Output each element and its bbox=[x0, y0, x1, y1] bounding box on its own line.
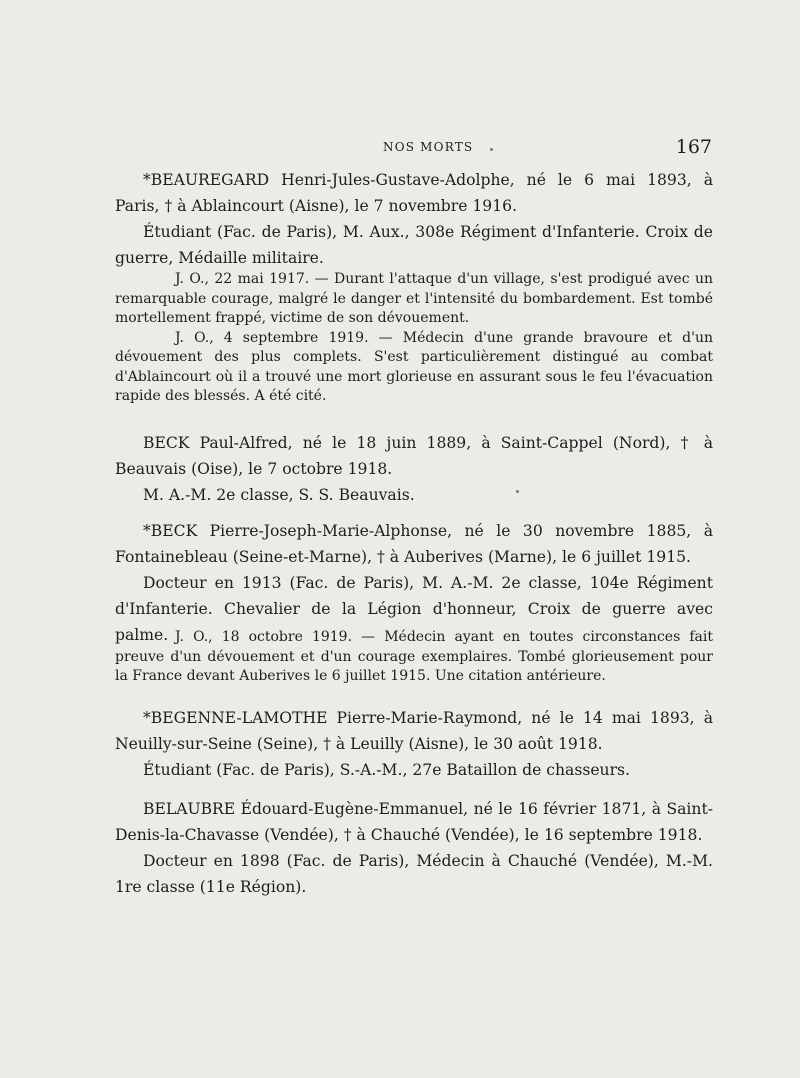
entry-heading: BECK Paul-Alfred, né le 18 juin 1889, à Saint-Cappel (Nord), † à Beauvais (Oise), le 7 octobre 1918. bbox=[115, 434, 713, 478]
entry-beck-paul bbox=[115, 430, 713, 508]
citations-beck-pierre bbox=[115, 628, 713, 687]
entry-details: Docteur en 1913 (Fac. de Paris), M. A.-M. 2e classe, 104e Régiment d'Infanterie. Chevalier de la Légion d'honneur, Croix de guerre avec palme. bbox=[115, 574, 713, 644]
running-title: NOS MORTS bbox=[383, 140, 474, 154]
citation: J. O., 22 mai 1917. — Durant l'attaque d'un village, s'est prodigué avec un remarquable courage, malgré le danger et l'intensité du bombardement. Est tombé mortellement frappé, victime de son dévouement. bbox=[115, 271, 713, 326]
entry-heading: *BEGENNE-LAMOTHE Pierre-Marie-Raymond, né le 14 mai 1893, à Neuilly-sur-Seine (Seine), † à Leuilly (Aisne), le 30 août 1918. bbox=[115, 709, 713, 753]
entry-heading: BELAUBRE Édouard-Eugène-Emmanuel, né le 16 février 1871, à Saint-Denis-la-Chavasse (Vendée), † à Chauché (Vendée), le 16 septembre 1918. bbox=[115, 800, 713, 844]
entry-details: Étudiant (Fac. de Paris), M. Aux., 308e Régiment d'Infanterie. Croix de guerre, Médaille militaire. bbox=[115, 223, 713, 267]
entry-details: M. A.-M. 2e classe, S. S. Beauvais. bbox=[143, 486, 415, 504]
citation: J. O., 18 octobre 1919. — Médecin ayant en toutes circonstances fait preuve d'un dévouement et d'un courage exemplaires. Tombé glorieusement pour la France devant Auberives le 6 juillet 1915. Une citation antérieure. bbox=[115, 629, 713, 684]
entry-belaubre bbox=[115, 796, 713, 900]
entry-details: Étudiant (Fac. de Paris), S.-A.-M., 27e Bataillon de chasseurs. bbox=[143, 761, 631, 779]
entry-heading: *BEAUREGARD Henri-Jules-Gustave-Adolphe, né le 6 mai 1893, à Paris, † à Ablaincourt (Aisne), le 7 novembre 1916. bbox=[115, 171, 713, 215]
page-header bbox=[0, 136, 800, 160]
entry-details: Docteur en 1898 (Fac. de Paris), Médecin à Chauché (Vendée), M.-M. 1re classe (11e Région). bbox=[115, 852, 713, 896]
citations-beauregard bbox=[115, 270, 713, 407]
entry-beauregard bbox=[115, 167, 713, 271]
citation: J. O., 4 septembre 1919. — Médecin d'une grande bravoure et d'un dévouement des plus complets. S'est particulièrement distingué au combat d'Ablaincourt où il a trouvé une mort glorieuse en assurant sous le feu l'évacuation rapide des blessés. A été cité. bbox=[115, 329, 713, 404]
entry-begenne-lamothe bbox=[115, 705, 713, 783]
entry-heading: *BECK Pierre-Joseph-Marie-Alphonse, né le 30 novembre 1885, à Fontainebleau (Seine-et-Marne), † à Auberives (Marne), le 6 juillet 1915. bbox=[115, 522, 713, 566]
scan-speck bbox=[516, 490, 519, 493]
scan-speck bbox=[490, 148, 493, 151]
page-number: 167 bbox=[675, 136, 712, 158]
